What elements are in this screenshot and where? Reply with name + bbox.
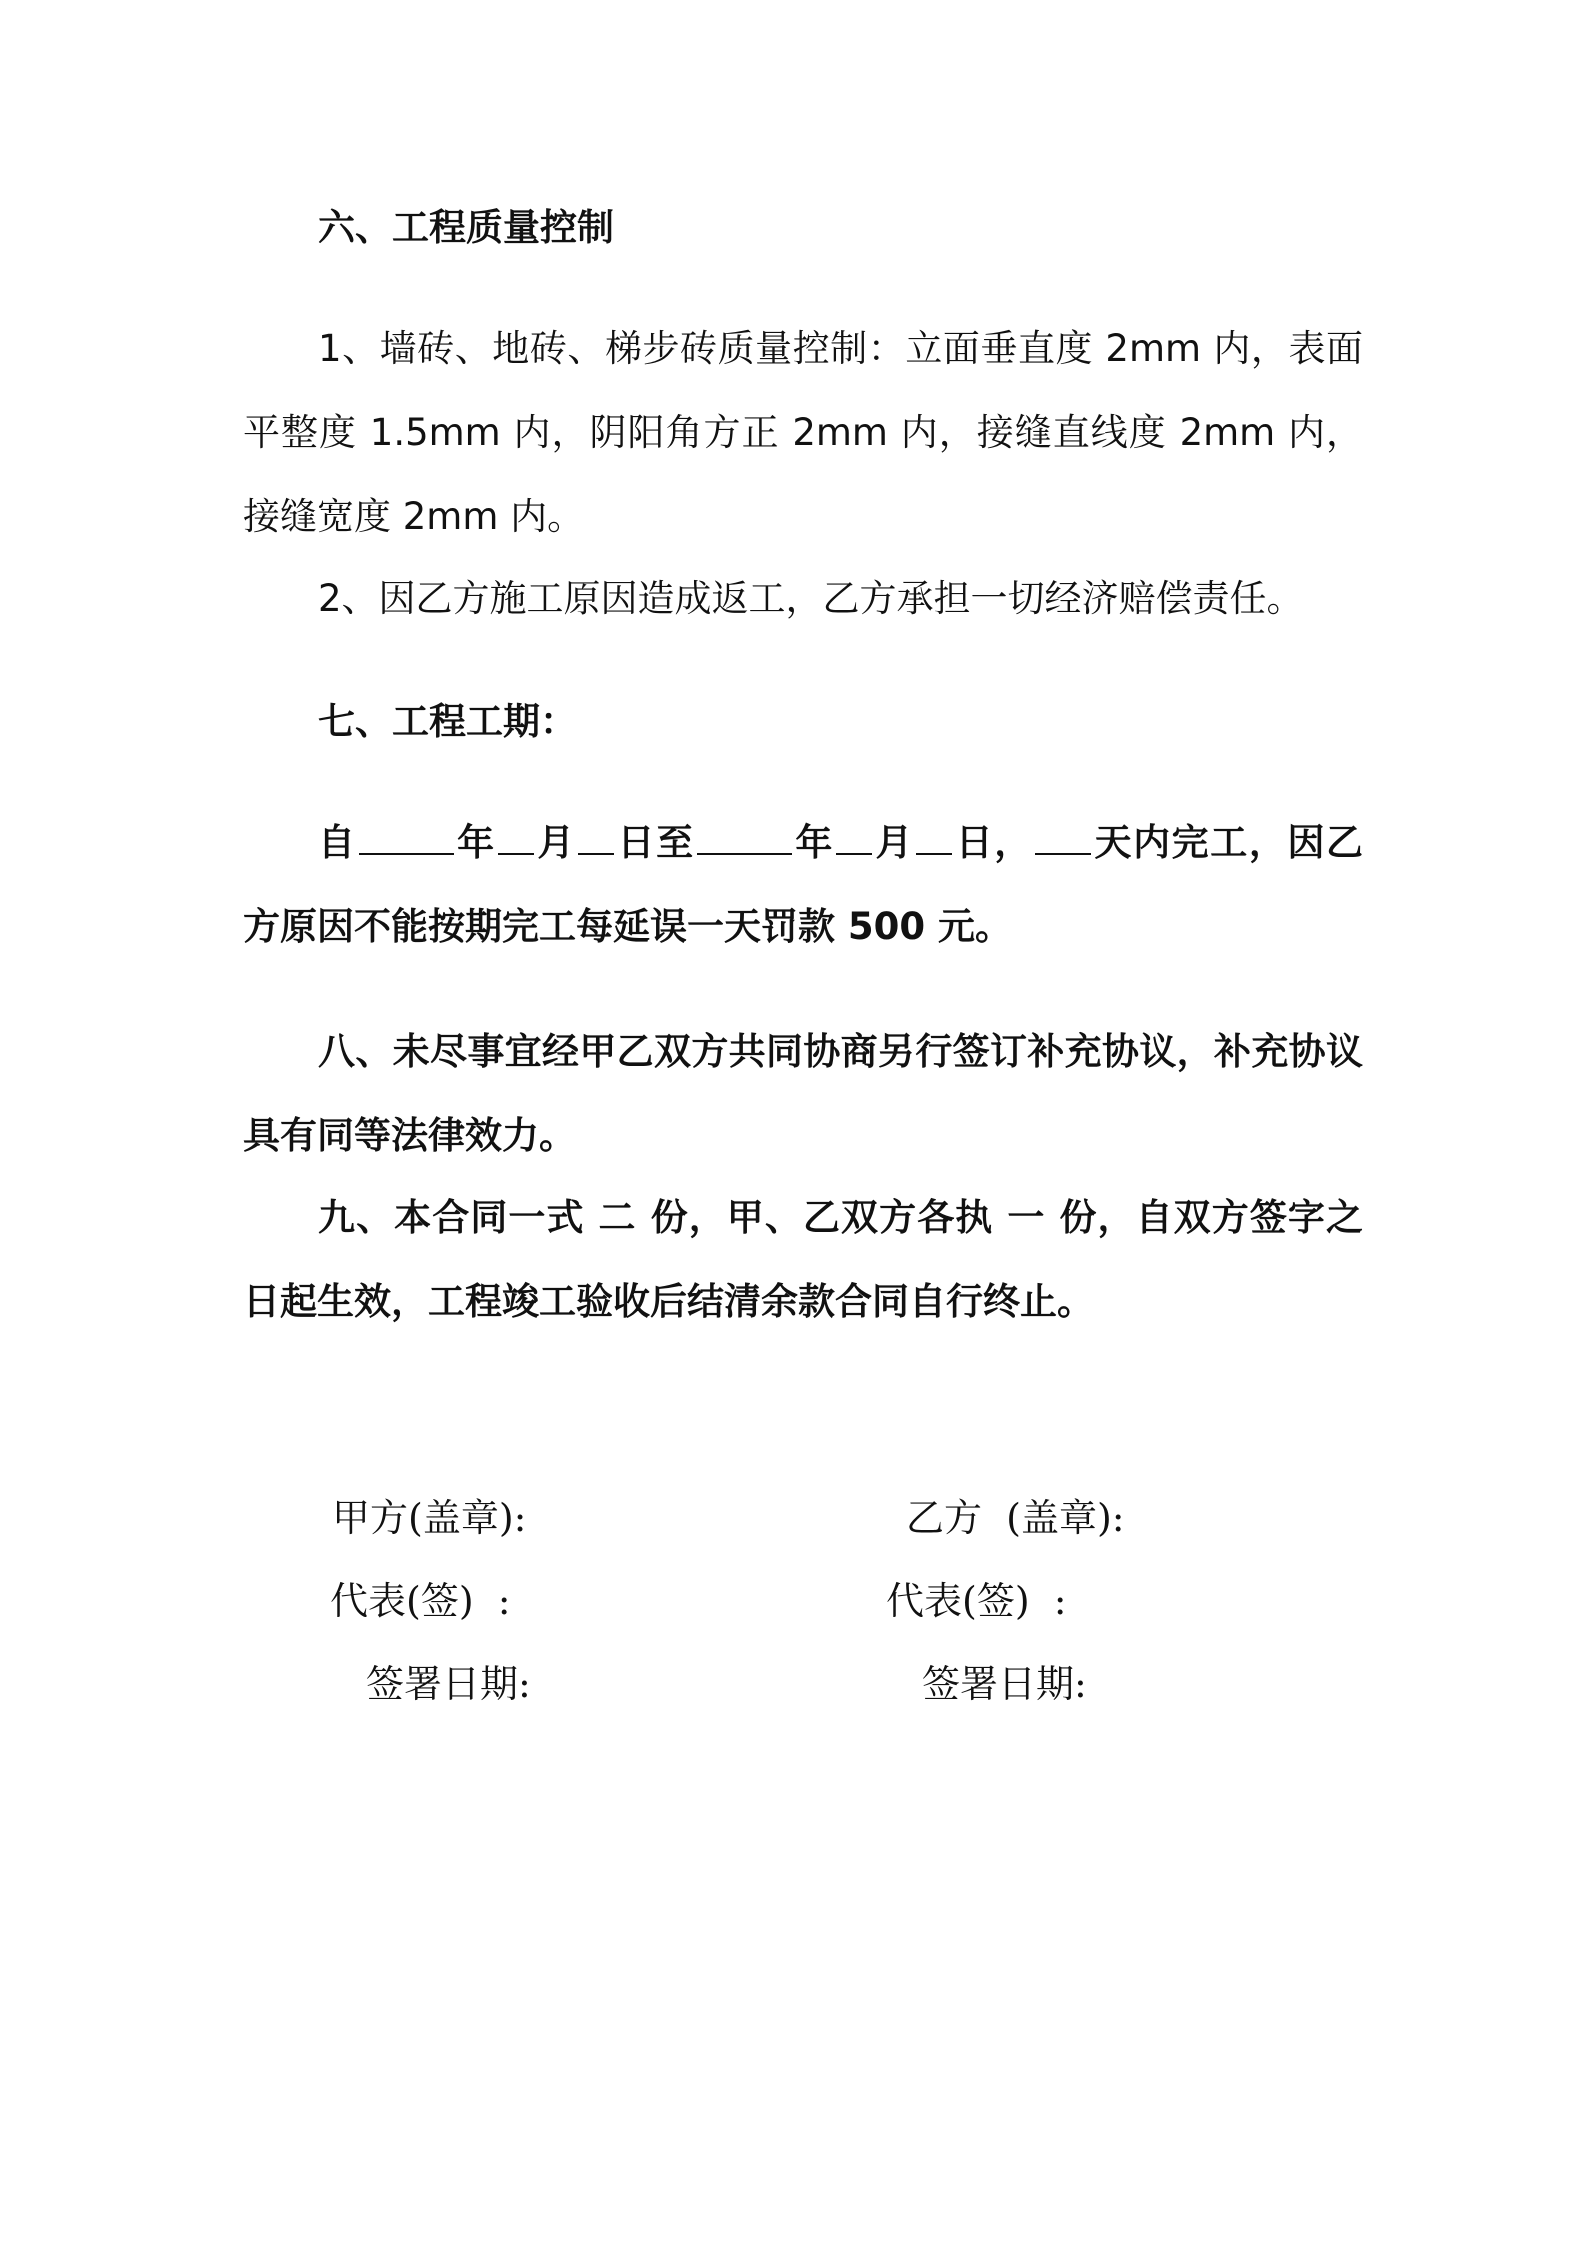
- section-six-item-2: 2、因乙方施工原因造成返工，乙方承担一切经济赔偿责任。: [318, 577, 1304, 620]
- start-month-label: 月: [535, 821, 576, 864]
- start-year-label: 年: [455, 821, 496, 864]
- party-b-rep-label: 代表(签) :: [886, 1579, 1067, 1623]
- section-seven-body: [243, 801, 1363, 969]
- section-seven-title: 七、工程工期：: [318, 700, 577, 743]
- party-b-date-label: 签署日期:: [922, 1662, 1087, 1706]
- schedule-rest-text: 天内完工，因乙方原因不能按期完工每延误一天罚款 500 元。: [243, 821, 1364, 948]
- start-day-blank[interactable]: [578, 852, 614, 855]
- party-a-date-label: 签署日期:: [366, 1662, 531, 1706]
- end-year-blank[interactable]: [697, 852, 792, 855]
- party-a-rep-label: 代表(签) :: [330, 1579, 511, 1623]
- end-month-blank[interactable]: [836, 852, 872, 855]
- start-year-blank[interactable]: [359, 852, 454, 855]
- end-day-label: 日，: [954, 821, 1033, 864]
- section-nine: 九、本合同一式 二 份，甲、乙双方各执 一 份，自双方签字之日起生效，工程竣工验收后结清余款合同自行终止。: [243, 1196, 1363, 1323]
- end-year-label: 年: [793, 821, 834, 864]
- end-day-blank[interactable]: [916, 852, 952, 855]
- party-a-seal-label: 甲方(盖章):: [332, 1496, 527, 1540]
- section-six-title: 六、工程质量控制: [318, 206, 614, 249]
- section-eight: 八、未尽事宜经甲乙双方共同协商另行签订补充协议，补充协议具有同等法律效力。: [243, 1030, 1363, 1157]
- start-month-blank[interactable]: [498, 852, 534, 855]
- section-six-item-1: 1、墙砖、地砖、梯步砖质量控制：立面垂直度 2mm 内，表面平整度 1.5mm 内，阴阳角方正 2mm 内，接缝直线度 2mm 内，接缝宽度 2mm 内。: [243, 327, 1363, 538]
- start-day-to-label: 日至: [615, 821, 695, 864]
- days-count-blank[interactable]: [1035, 852, 1091, 855]
- party-b-seal-label: 乙方 (盖章):: [906, 1496, 1125, 1540]
- schedule-from-label: 自: [318, 821, 357, 864]
- end-month-label: 月: [873, 821, 915, 864]
